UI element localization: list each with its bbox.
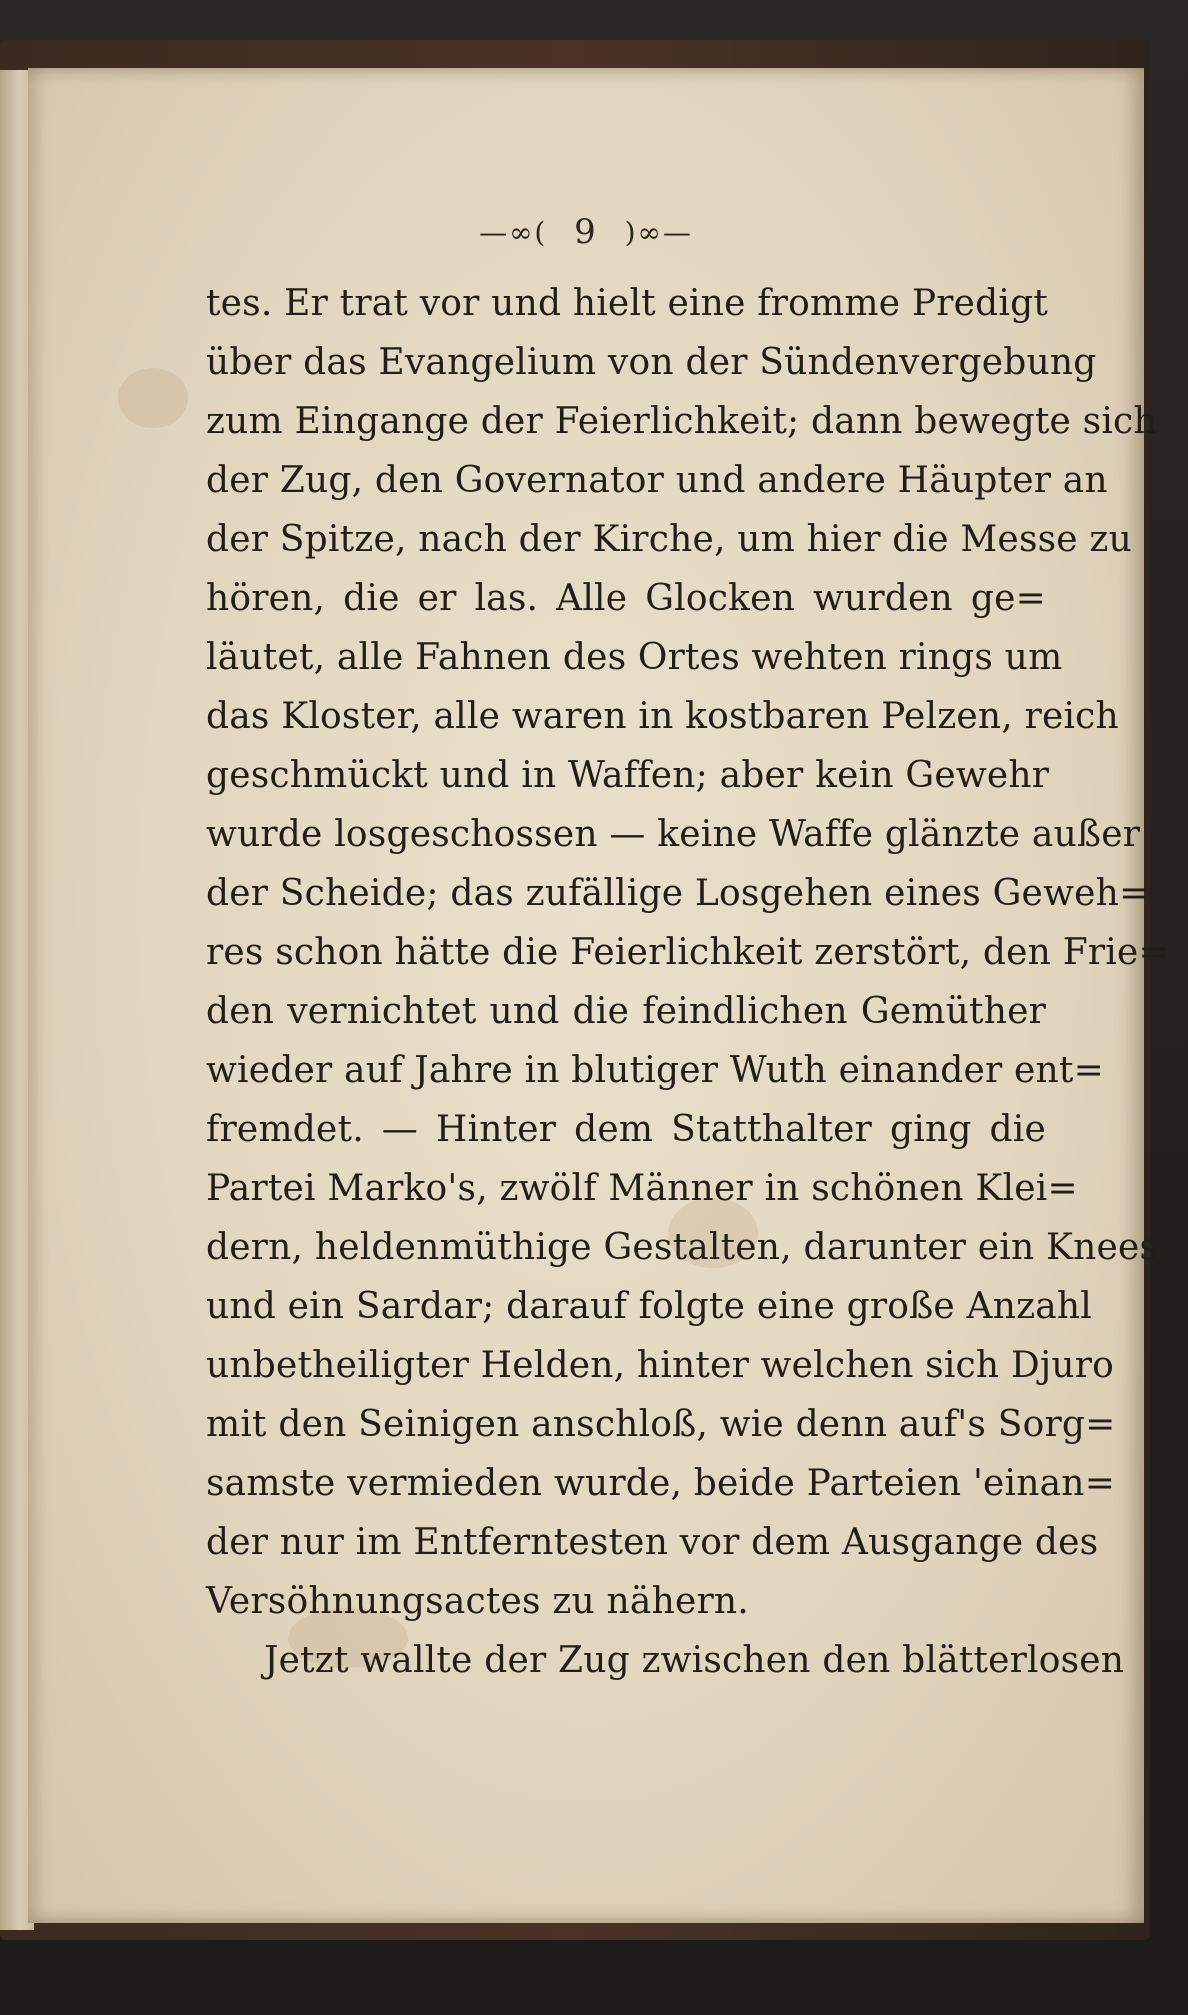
text-line-paragraph-end: Versöhnungsactes zu nähern. — [206, 1581, 749, 1622]
text-line-paragraph-start: Jetzt wallte der Zug zwischen den blätterlosen — [264, 1640, 1125, 1681]
text-line: läutet, alle Fahnen des Ortes wehten rings um — [206, 637, 1063, 678]
text-line: unbetheiligter Helden, hinter welchen sich Djuro — [206, 1345, 1115, 1386]
text-line: der Zug, den Governator und andere Häupter an — [206, 460, 1108, 501]
text-line: samste vermieden wurde, beide Parteien 'einan= — [206, 1463, 1116, 1504]
text-line: der Scheide; das zufällige Losgehen eines Geweh= — [206, 873, 1150, 914]
text-line: res schon hätte die Feierlichkeit zerstört, den Frie= — [206, 932, 1169, 973]
text-line: den vernichtet und die feindlichen Gemüther — [206, 991, 1046, 1032]
text-line: über das Evangelium von der Sündenvergebung — [206, 342, 1097, 383]
page-number: 9 — [574, 212, 598, 252]
text-line: wurde losgeschossen — keine Waffe glänzte außer — [206, 814, 1141, 855]
text-line: und ein Sardar; darauf folgte eine große Anzahl — [206, 1286, 1093, 1327]
text-line: wieder auf Jahre in blutiger Wuth einander ent= — [206, 1050, 1104, 1091]
text-line: Partei Marko's, zwölf Männer in schönen Klei= — [206, 1168, 1078, 1209]
text-line: zum Eingange der Feierlichkeit; dann bewegte sich — [206, 401, 1157, 442]
paper-stain — [118, 368, 188, 428]
text-line: fremdet. — Hinter dem Statthalter ging die — [206, 1109, 1046, 1150]
running-header — [28, 210, 1144, 252]
text-line: dern, heldenmüthige Gestalten, darunter ein Knees — [206, 1227, 1159, 1268]
text-line: geschmückt und in Waffen; aber kein Gewehr — [206, 755, 1050, 796]
text-line: hören, die er las. Alle Glocken wurden ge= — [206, 578, 1046, 619]
book-page — [28, 68, 1169, 1923]
ornament-right: )∞— — [624, 215, 693, 249]
text-line: tes. Er trat vor und hielt eine fromme Predigt — [206, 283, 1049, 324]
text-line: das Kloster, alle waren in kostbaren Pelzen, reich — [206, 696, 1119, 737]
ornament-left: —∞( — [479, 215, 548, 249]
text-line: der Spitze, nach der Kirche, um hier die Messe zu — [206, 519, 1132, 560]
text-line: der nur im Entferntesten vor dem Ausgange des — [206, 1522, 1099, 1563]
text-line: mit den Seinigen anschloß, wie denn auf's Sorg= — [206, 1404, 1116, 1445]
